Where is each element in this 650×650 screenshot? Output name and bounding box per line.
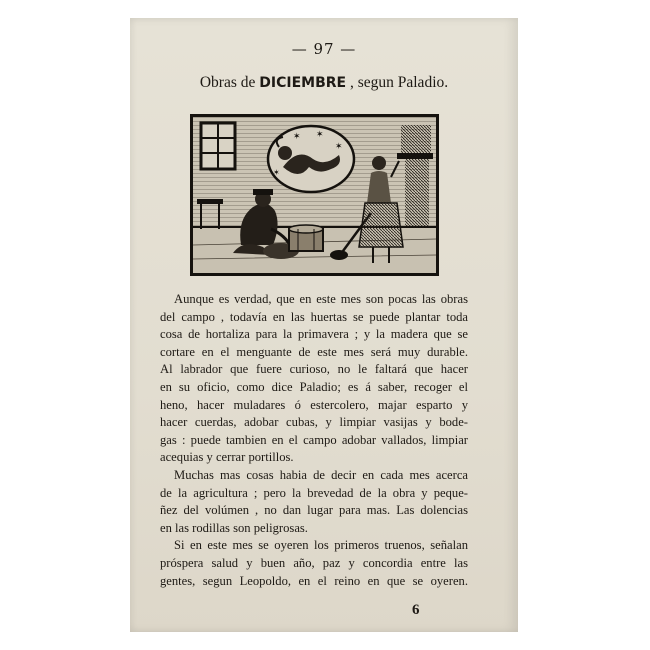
- svg-text:✶: ✶: [316, 130, 324, 140]
- text-line: Muchas mas cosas habia de decir en cada mes acerca: [174, 467, 468, 482]
- text-line: Aunque es verdad, que en este mes son pocas las obras: [174, 292, 468, 306]
- title-month: DICIEMBRE: [259, 75, 347, 91]
- page-number: — 97 —: [291, 40, 357, 58]
- svg-text:✶: ✶: [293, 132, 301, 142]
- text-line: de la agricultura ; pero la brevedad de la obra y peque-: [160, 485, 468, 500]
- title-prefix: Obras de: [199, 74, 260, 91]
- text-line: cosa de hortaliza para la primavera ; y la madera que se: [160, 327, 468, 342]
- text-line: en las rodillas son peligrosas.: [160, 520, 308, 535]
- svg-text:✶: ✶: [273, 168, 280, 177]
- text-line: gas : puede tambien en el campo adobar vallados, limpiar: [160, 432, 468, 447]
- text-line: cortare en el menguante de este mes será muy durable.: [160, 344, 468, 359]
- title-suffix: , segun Paladio.: [346, 74, 449, 91]
- paragraph-3: [160, 537, 468, 590]
- text-line: acequias y cerrar portillos.: [160, 450, 294, 465]
- svg-text:✶: ✶: [335, 142, 343, 152]
- woodcut-illustration-icon: [193, 117, 436, 273]
- text-line: próspera salud y buen año, paz y concordia entre las: [160, 555, 468, 570]
- book-page: [130, 18, 518, 632]
- text-line: Si en este mes se oyeren los primeros truenos, señalan: [174, 538, 468, 553]
- text-line: en su oficio, como dice Paladio; es á saber, recoger el: [160, 379, 468, 394]
- page-title: [130, 74, 518, 92]
- text-line: del campo , todavía en las huertas se puede plantar toda: [160, 309, 468, 324]
- text-line: hacer cuerdas, adobar cubas, y limpiar vasijas y bode-: [160, 415, 468, 430]
- paragraph-1: [160, 291, 468, 467]
- text-line: ñez del volúmen , no dan lugar para mas. Las dolencias: [160, 503, 468, 518]
- woodcut-illustration: [190, 114, 439, 276]
- body-text: [160, 291, 468, 590]
- paragraph-2: [160, 467, 468, 537]
- signature-mark: 6: [412, 602, 420, 618]
- text-line: heno, hacer muladares ó estercolero, majar esparto y: [160, 397, 468, 412]
- text-line: Al labrador que fuere curioso, no le faltará que hacer: [160, 362, 468, 377]
- text-line: gentes, segun Leopoldo, en el reino en que se oyeren.: [160, 573, 468, 588]
